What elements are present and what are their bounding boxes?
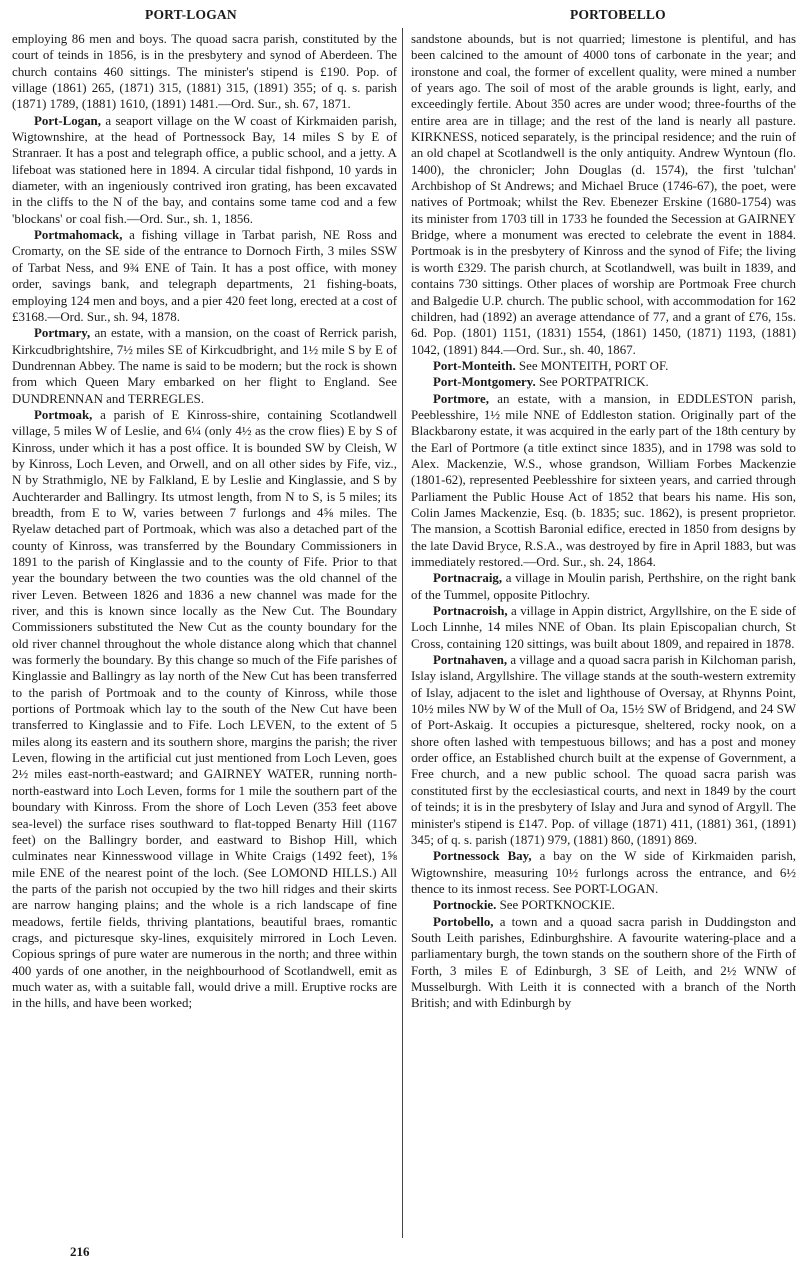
left-column (12, 31, 397, 1012)
entry-headword: Portmahomack, (34, 228, 123, 243)
entry-text: a parish of E Kinross-shire, containing Scotlandwell village, 5 miles W of Leslie, and 6¼ (only 4½ as the crow flies) E by S of Kinross, under which it has a post office. It is bounded SW by Cleish, W by Kinross, Loch Leven, and Orwell, and on all other sides by Fife, viz., N by Strathmiglo, NE by Falkland, E by Leslie and Kinglassie, and S by Auchterarder and Ballingry. Its utmost length, from N to S, is 5 miles; its breadth, from E to W, varies between 7 furlongs and 4⅝ miles. The Ryelaw detached part of Portmoak, which was also a detached part of the county of Kinross, was transferred by the Boundary Commissioners in 1891 to the parish of Kinglassie and to the county of Fife. Prior to that year the boundary between the two counties was the old channel of the river Leven. Between 1826 and 1836 a new channel was made for the river, and this is known since locally as the New Cut. The Boundary Commissioners substituted the New Cut as the county boundary for the old river channel throughout the whole distance along which that channel was formerly the boundary. By this change so much of the Fife parishes of Kinglassie and Ballingry as lay north of the New Cut has been transferred to the parish of Portmoak and to the county of Kinross, while those portions of Portmoak which lay to the south of the New Cut have been transferred to Kinglassie and to Fife. Loch LEVEN, to the extent of 5 miles along its eastern and its southern shore, margins the parish; the river Leven, flowing in the artificial cut just mentioned from Loch Leven, goes 2½ miles east-north-eastward; and GAIRNEY WATER, running north-north-eastward into Loch Leven, forms for 1 mile the southern part of the boundary with Kinross. From the shore of Loch Leven (353 feet above sea-level) the surface rises southward to flat-topped Benarty Hill (1167 feet) on the Ballingry border, and eastward to Bishop Hill, which culminates near Kinnesswood village in White Craigs (1492 feet), 1⅝ mile ENE of the nearest point of the loch. (See LOMOND HILLS.) All the parts of the parish not occupied by the two hill ridges and their skirts are narrow hanging plains; and the whole is a rich landscape of fine meadows, fertile fields, thriving plantations, beautiful braes, romantic crags, and picturesque sky-lines, exquisitely mirrored in Loch Leven. Copious springs of pure water are numerous in the north; and three within 400 yards of one another, in the neighbourhood of Scotlandwell, emit as much water as, with a suitable fall, would drive a mill. Eruptive rocks are in the hills, and have been worked; (12, 407, 397, 1011)
entry-text: a village in Appin district, Argyllshire, on the E side of Loch Linnhe, 14 miles NNE of Oban. Its plain Episcopalian church, St Cross, containing 120 sittings, was built about 1809, and repaired in 1878. (411, 604, 796, 651)
right-column (411, 31, 796, 1012)
entry-text: See MONTEITH, PORT OF. (515, 358, 669, 373)
entry-portmoak (12, 407, 397, 1012)
entry-text: a town and a quoad sacra parish in Duddingston and South Leith parishes, Edinburghshire. A favourite watering-place and a parliamentary burgh, the town stands on the southern shore of the Firth of Forth, 3 miles E of Edinburgh, 3 SE of Leith, and 2½ WNW of Musselburgh. With Leith it is connected with a branch of the North British; and with Edinburgh by (411, 914, 796, 1011)
entry-text: See PORTPATRICK. (535, 375, 649, 390)
entry-headword: Portnahaven, (433, 653, 508, 668)
entry-port-monteith (411, 358, 796, 374)
entry-text: a bay on the W side of Kirkmaiden parish, Wigtownshire, measuring 10½ furlongs across the entrance, and 6½ thence to its inmost recess. See PORT-LOGAN. (411, 849, 796, 896)
entry-text: a village and a quoad sacra parish in Kilchoman parish, Islay island, Argyllshire. The village stands at the south-western extremity of Islay, adjacent to the islet and lighthouse of Oversay, at Rhynns Point, 10½ miles NW by W of the Mull of Oa, 15½ SW of Bridgend, and 24 SW of Port-Askaig. It occupies a picturesque, sheltered, rocky nook, on a shore often lashed with tempestuous billows; and has a post and money order office, an Established church built at the expense of Government, a Free church, and a new public school. The quoad sacra parish was constituted first by the ecclesiastical courts, and next in 1849 by the court of teinds; it is in the presbytery of Islay and Jura and synod of Argyll. The minister's stipend is £147. Pop. of village (1871) 411, (1881) 361, (1891) 345; of q. s. parish (1871) 979, (1881) 860, (1891) 869. (411, 653, 796, 847)
entry-headword: Port-Montgomery. (433, 375, 536, 390)
entry-headword: Portnacraig, (433, 571, 503, 586)
entry-portmary (12, 325, 397, 407)
running-head-left: PORT-LOGAN (145, 7, 237, 22)
entry-text: a village in Moulin parish, Perthshire, on the right bank of the Tummel, opposite Pitlochry. (411, 571, 796, 602)
entry-headword: Portmary, (34, 326, 91, 341)
entry-portnahaven (411, 652, 796, 848)
entry-port-logan (12, 113, 397, 227)
entry-headword: Portnacroish, (433, 604, 508, 619)
entry-portmahomack (12, 227, 397, 325)
entry-port-montgomery (411, 374, 796, 390)
entry-continuation (411, 31, 796, 358)
entry-portmore (411, 391, 796, 571)
entry-headword: Portobello, (433, 914, 494, 929)
running-head-right: PORTOBELLO (570, 7, 666, 22)
entry-text: a seaport village on the W coast of Kirkmaiden parish, Wigtownshire, at the head of Portnessock Bay, 14 miles S by E of Stranraer. It has a post and telegraph office, a public school, and a jetty. A lifeboat was stationed here in 1894. A circular tidal fishpond, 10 yards in diameter, with an ingeniously contrived iron grating, has been excavated in the cliffs to the N of the bay, and contains some tame cod and a few 'blockans' or coal fish.—Ord. Sur., sh. 1, 1856. (12, 113, 397, 226)
entry-headword: Port-Logan, (34, 113, 101, 128)
entry-headword: Portnockie. (433, 898, 497, 913)
entry-text: a fishing village in Tarbat parish, NE Ross and Cromarty, on the SE side of the entrance to Dornoch Firth, 3 miles SSW of Tarbat Ness, and 9¾ ENE of Tain. It has a post office, with money order, savings bank, and telegraph departments, 21 fishing-boats, employing 124 men and boys, and a pier 420 feet long, erected at a cost of £3168.—Ord. Sur., sh. 94, 1878. (12, 228, 397, 324)
entry-text: an estate, with a mansion, on the coast of Rerrick parish, Kirkcudbrightshire, 7½ miles SE of Kirkcudbright, and 1½ mile S by E of Dundrennan Abbey. The name is said to be modern; but the rock is shown from which Queen Mary embarked on her flight to England. See DUNDRENNAN and TERREGLES. (12, 326, 397, 406)
entry-headword: Port-Monteith. (433, 358, 516, 373)
entry-portnacroish (411, 603, 796, 652)
entry-portobello (411, 914, 796, 1012)
page-number: 216 (70, 1244, 90, 1259)
entry-headword: Portmoak, (34, 407, 93, 422)
entry-continuation (12, 31, 397, 113)
entry-headword: Portmore, (433, 391, 489, 406)
entry-portnessock-bay (411, 848, 796, 897)
entry-headword: Portnessock Bay, (433, 849, 532, 864)
entry-text: See PORTKNOCKIE. (496, 898, 615, 913)
entry-text: an estate, with a mansion, in EDDLESTON parish, Peeblesshire, 1½ mile NNE of Eddleston station. Originally part of the Blackbarony estate, it was acquired in the early part of the 18th century by the Earl of Portmore (a title extinct since 1835), and in 1798 was sold to Alex. Mackenzie, W.S., whose grandson, William Forbes Mackenzie (1801-62), represented Peeblesshire for sixteen years, and carried through Parliament the Public House Act of 1852 that bears his name. His son, Colin James Mackenzie, Esq. (b. 1835; suc. 1862), is present proprietor. The mansion, a Scottish Baronial edifice, erected in 1850 from designs by the late David Bryce, R.S.A., was destroyed by fire in April 1883, but was immediately restored.—Ord. Sur., sh. 24, 1864. (411, 391, 796, 569)
entry-text: sandstone abounds, but is not quarried; limestone is plentiful, and has been calcined to the amount of 4000 tons of carbonate in the year; and ironstone and coal, the former of excellent quality, were mined a number of years ago. The soil of most of the arable grounds is light, early, and exceedingly fertile. About 350 acres are under wood; three-fourths of the entire area are in tillage; and the rest of the land is nearly all pasture. KIRKNESS, noticed separately, is the principal residence; and the ruin of an old chapel at Scotlandwell is the only antiquity. Andrew Wyntoun (flo. 1400), the chronicler; John Douglas (d. 1574), the first 'tulchan' Archbishop of St Andrews; and Michael Bruce (1746-67), the poet, were natives of Portmoak; whilst the Rev. Ebenezer Erskine (1680-1754) was its minister from 1703 till in 1733 he founded the Secession at GAIRNEY Bridge, where a monument was erected to celebrate the event in 1884. Portmoak is in the presbytery of Kinross and the synod of Fife; the living is worth £329. The parish church, at Scotlandwell, was built in 1839, and contains 730 sittings. Other places of worship are Portmoak Free church and Balgedie U.P. church. The public school, with accommodation for 162 children, had (1892) an average attendance of 77, and a grant of £76, 15s. 6d. Pop. (1801) 1151, (1831) 1554, (1861) 1450, (1871) 1193, (1881) 1042, (1891) 844.—Ord. Sur., sh. 40, 1867. (411, 32, 796, 357)
entry-portnockie (411, 897, 796, 913)
column-divider (402, 28, 403, 1238)
entry-portnacraig (411, 570, 796, 603)
entry-text: employing 86 men and boys. The quoad sacra parish, constituted by the court of teinds in 1856, is in the presbytery and synod of Aberdeen. The church contains 460 sittings. The minister's stipend is £190. Pop. of village (1861) 265, (1871) 315, (1881) 315, (1891) 355; of q. s. parish (1871) 1789, (1881) 1610, (1891) 1481.—Ord. Sur., sh. 67, 1871. (12, 32, 397, 112)
